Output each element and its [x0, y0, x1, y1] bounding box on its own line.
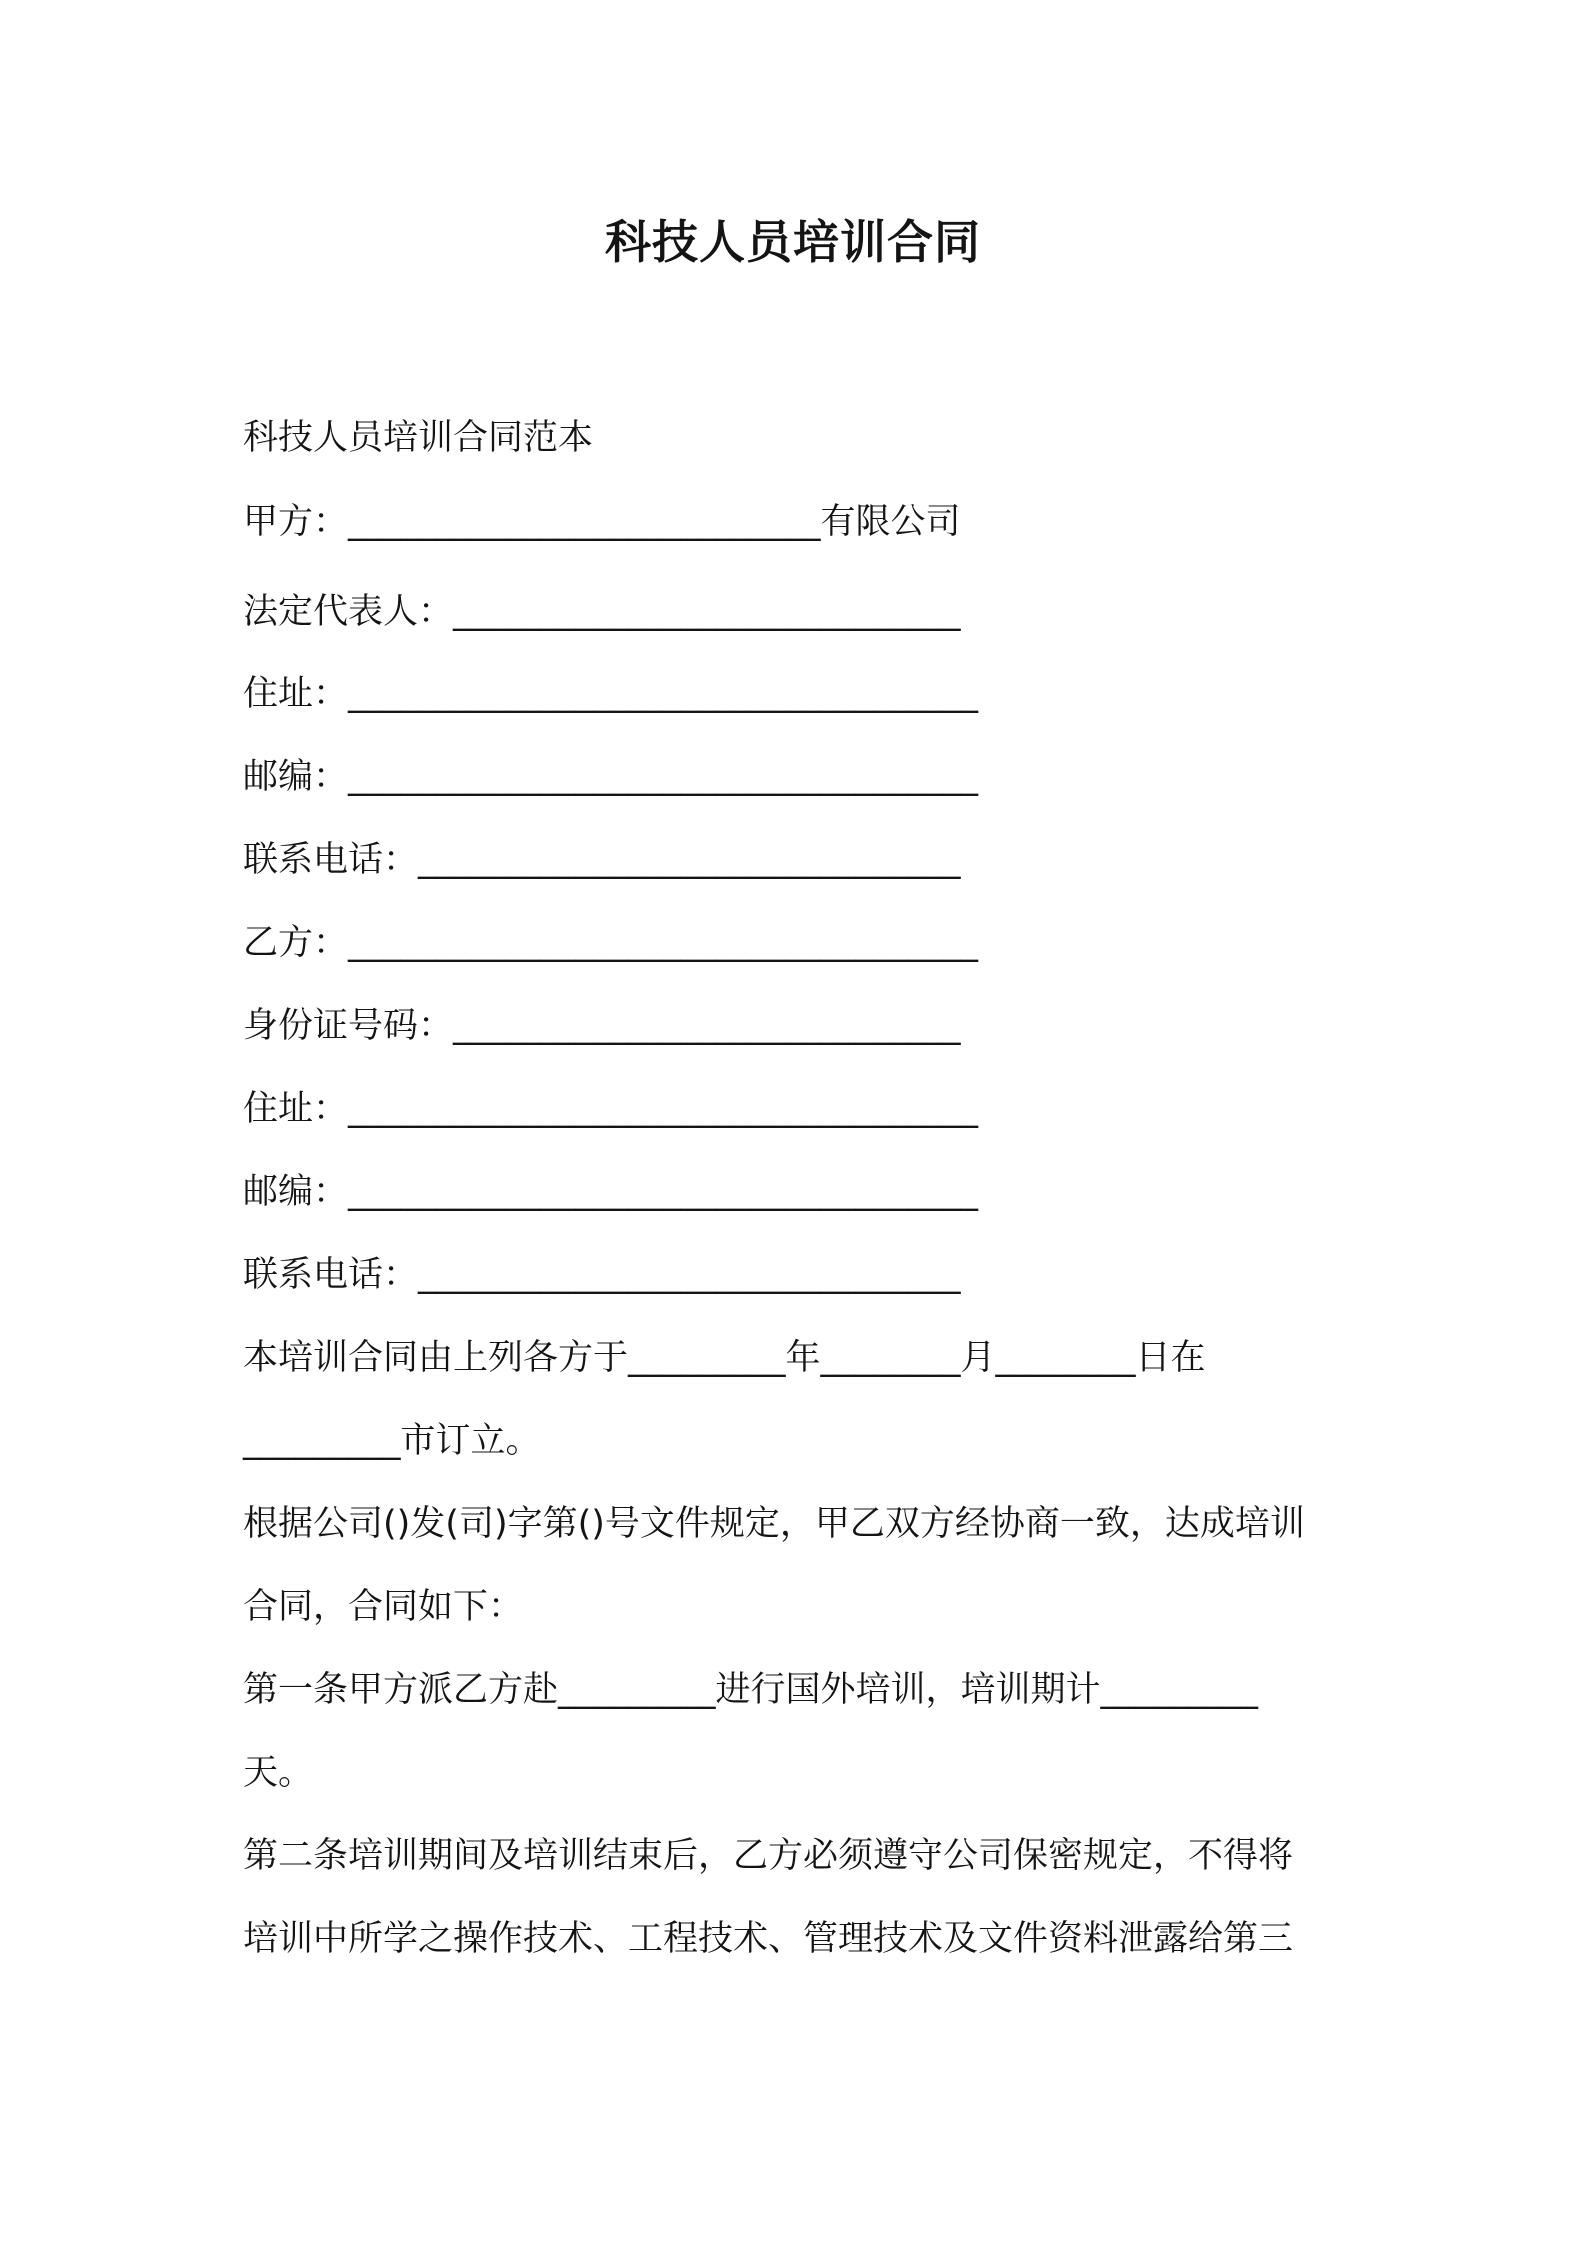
basis-line: 根据公司()发(司)字第()号文件规定，甲乙双方经协商一致，达成培训 [243, 1504, 1305, 1544]
signing-date-line: 本培训合同由上列各方于_________年________月________日在 [243, 1338, 1206, 1378]
party-b-phone-line: 联系电话：_______________________________ [243, 1255, 961, 1295]
signing-city-line: _________市订立。 [243, 1421, 541, 1461]
party-b-address-line: 住址：____________________________________ [243, 1089, 979, 1129]
article-2-line: 第二条培训期间及培训结束后，乙方必须遵守公司保密规定，不得将 [243, 1836, 1294, 1876]
party-a-line: 甲方：___________________________有限公司 [243, 502, 961, 542]
legal-rep-line: 法定代表人：_____________________________ [243, 592, 961, 632]
article-1-line: 第一条甲方派乙方赴_________进行国外培训，培训期计_________ [243, 1670, 1259, 1710]
subtitle-line: 科技人员培训合同范本 [243, 418, 594, 458]
basis-line-cont: 合同，合同如下： [243, 1587, 524, 1627]
party-a-phone-line: 联系电话：_______________________________ [243, 840, 961, 880]
article-1-line-cont: 天。 [243, 1753, 314, 1793]
party-b-line: 乙方：____________________________________ [243, 923, 979, 963]
party-a-postcode-line: 邮编：____________________________________ [243, 757, 979, 797]
party-b-postcode-line: 邮编：____________________________________ [243, 1172, 979, 1212]
id-number-line: 身份证号码：_____________________________ [243, 1006, 961, 1046]
document-title: 科技人员培训合同 [605, 215, 981, 269]
article-2-line-cont: 培训中所学之操作技术、工程技术、管理技术及文件资料泄露给第三 [243, 1919, 1294, 1959]
party-a-address-line: 住址：____________________________________ [243, 674, 979, 714]
